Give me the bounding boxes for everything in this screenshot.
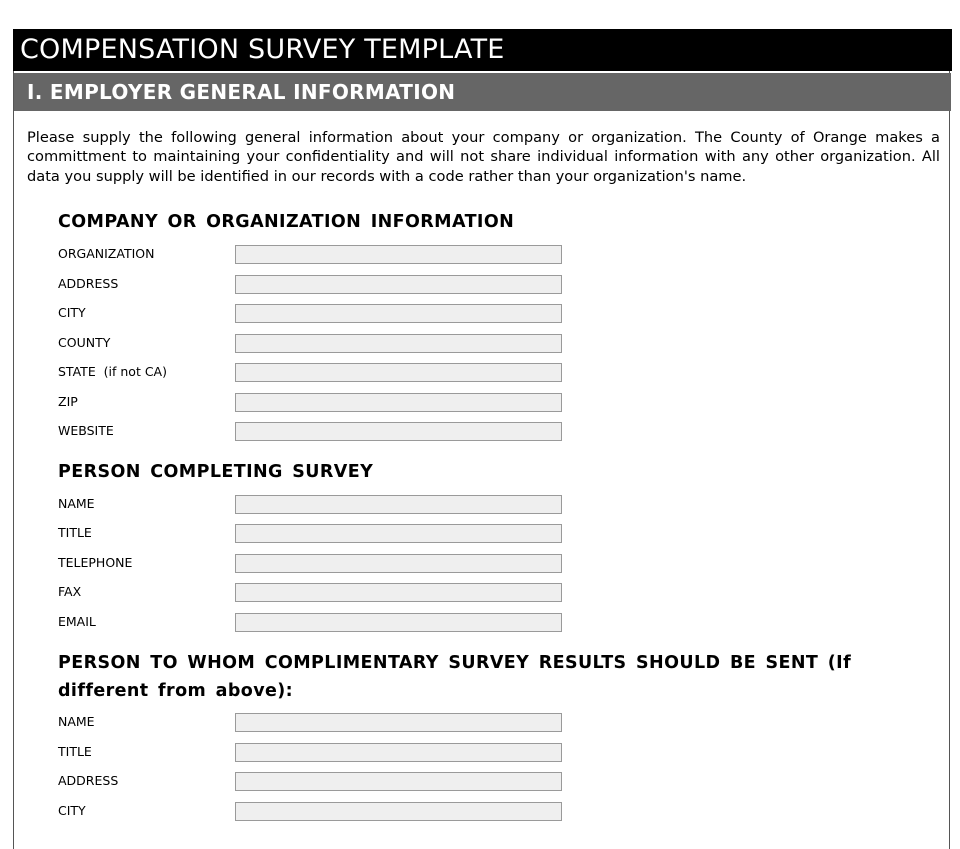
zip-field[interactable] — [235, 393, 562, 412]
county-field[interactable] — [235, 334, 562, 353]
fax-label: FAX — [58, 584, 82, 599]
website-label: WEBSITE — [58, 423, 114, 438]
person-name-label: NAME — [58, 496, 95, 511]
person-title-label: TITLE — [58, 525, 92, 540]
telephone-label: TELEPHONE — [58, 555, 133, 570]
recipient-name-label: NAME — [58, 714, 95, 729]
website-field[interactable] — [235, 422, 562, 441]
state-field[interactable] — [235, 363, 562, 382]
city-field[interactable] — [235, 304, 562, 323]
fax-field[interactable] — [235, 583, 562, 602]
intro-text: Please supply the following general information about your company or organization. The County of Orange makes a committment to maintaining your confidentiality and will not share individual information with any other organization. All data you supply will be identified in our records with a code rather than your organization's name. — [27, 129, 940, 185]
company-section-heading: COMPANY OR ORGANIZATION INFORMATION — [58, 212, 515, 232]
city-label: CITY — [58, 305, 86, 320]
person-name-field[interactable] — [235, 495, 562, 514]
email-field[interactable] — [235, 613, 562, 632]
recipient-title-field[interactable] — [235, 743, 562, 762]
recipient-name-field[interactable] — [235, 713, 562, 732]
organization-label: ORGANIZATION — [58, 246, 155, 261]
address-field[interactable] — [235, 275, 562, 294]
page-title: COMPENSATION SURVEY TEMPLATE — [13, 29, 952, 71]
section-heading: I. EMPLOYER GENERAL INFORMATION — [14, 73, 951, 111]
recipient-address-field[interactable] — [235, 772, 562, 791]
telephone-field[interactable] — [235, 554, 562, 573]
recipient-section-heading: PERSON TO WHOM COMPLIMENTARY SURVEY RESULTS SHOULD BE SENT (If different from above): — [58, 653, 852, 701]
address-label: ADDRESS — [58, 276, 119, 291]
email-label: EMAIL — [58, 614, 96, 629]
recipient-address-label: ADDRESS — [58, 773, 119, 788]
recipient-city-label: CITY — [58, 803, 86, 818]
recipient-city-field[interactable] — [235, 802, 562, 821]
county-label: COUNTY — [58, 335, 111, 350]
zip-label: ZIP — [58, 394, 78, 409]
recipient-title-label: TITLE — [58, 744, 92, 759]
state-label: STATE (if not CA) — [58, 364, 167, 379]
organization-field[interactable] — [235, 245, 562, 264]
person-title-field[interactable] — [235, 524, 562, 543]
person-section-heading: PERSON COMPLETING SURVEY — [58, 462, 374, 482]
